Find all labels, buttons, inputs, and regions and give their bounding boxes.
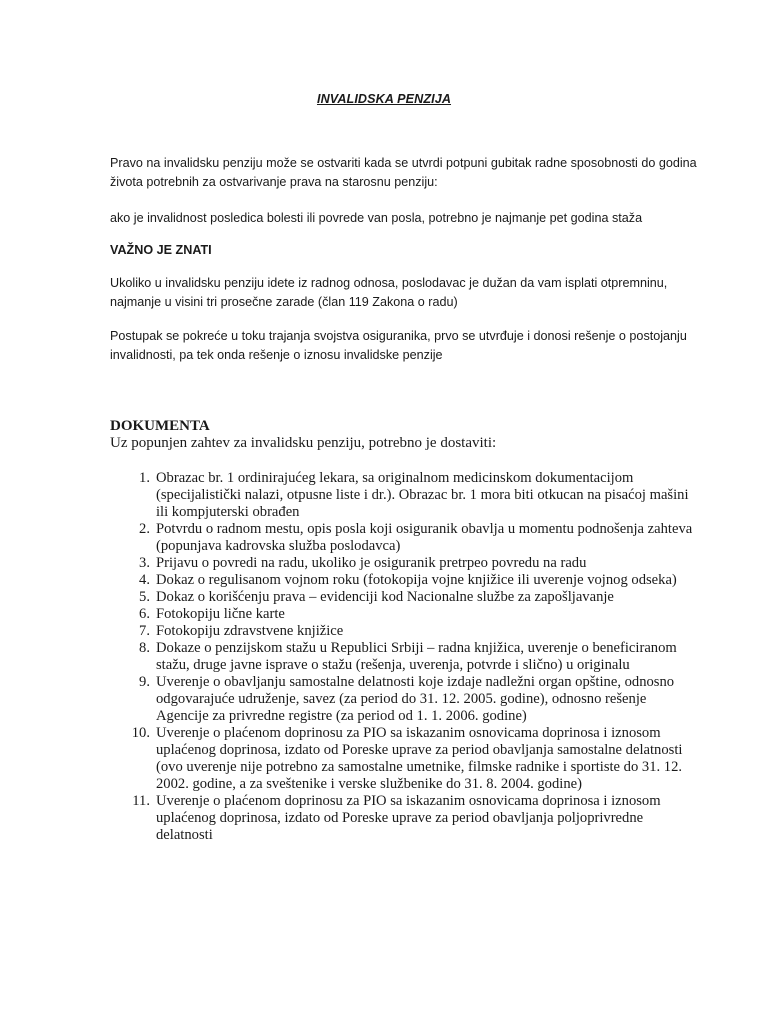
list-item-number: 4. bbox=[139, 572, 150, 588]
documents-heading: DOKUMENTA bbox=[110, 418, 210, 434]
list-item bbox=[110, 521, 701, 555]
list-item-text: Fotokopiju lične karte bbox=[156, 606, 285, 622]
list-item bbox=[110, 674, 701, 725]
list-item bbox=[110, 725, 701, 793]
list-item-text: Uverenje o plaćenom doprinosu za PIO sa iskazanim osnovicama doprinosa i iznosom uplaćenog doprinosa, izdato od Poreske uprave za period obavljanja poljoprivredne delatnosti bbox=[156, 793, 661, 843]
list-item-number: 2. bbox=[139, 521, 150, 537]
list-item-number: 10. bbox=[131, 725, 150, 741]
list-item-number: 6. bbox=[139, 606, 150, 622]
list-item-number: 5. bbox=[139, 589, 150, 605]
list-item-text: Potvrdu o radnom mestu, opis posla koji osiguranik obavlja u momentu podnošenja zahteva (popunjava kadrovska služba poslodavca) bbox=[156, 521, 693, 554]
list-item bbox=[110, 572, 701, 589]
condition-paragraph: ako je invalidnost posledica bolesti ili povrede van posla, potrebno je najmanje pet godina staža bbox=[110, 211, 643, 225]
list-item-number: 8. bbox=[139, 640, 150, 656]
list-item-text: Dokaze o penzijskom stažu u Republici Srbiji – radna knjižica, uverenje o beneficiranom stažu, druge javne isprave o stažu (rešenja, uverenja, potvrde i slično) u originalu bbox=[156, 640, 677, 673]
list-item-text: Uverenje o plaćenom doprinosu za PIO sa iskazanim osnovicama doprinosa i iznosom uplaćenog doprinosa, izdato od Poreske uprave za period obavljanja samostalne delatnosti (ovo uverenje nije potrebno za samostalne umetnike, filmske radnike i sportiste do 31. 12. 2002. godine, a za sveštenike i verske službenike do 31. 8. 2004. godine) bbox=[156, 725, 683, 792]
list-item-number: 9. bbox=[139, 674, 150, 690]
documents-list bbox=[110, 470, 710, 844]
list-item-number: 7. bbox=[139, 623, 150, 639]
list-item bbox=[110, 640, 701, 674]
document-title: INVALIDSKA PENZIJA bbox=[316, 92, 452, 106]
list-item bbox=[110, 606, 701, 623]
procedure-paragraph: Postupak se pokreće u toku trajanja svojstva osiguranika, prvo se utvrđuje i donosi rešenje o postojanju invalidnosti, pa tek onda rešenje o iznosu invalidske penzije bbox=[110, 329, 687, 362]
list-item-text: Dokaz o regulisanom vojnom roku (fotokopija vojne knjižice ili uverenje vojnog odseka) bbox=[156, 572, 677, 588]
severance-paragraph: Ukoliko u invalidsku penziju idete iz radnog odnosa, poslodavac je dužan da vam isplati otpremninu, najmanje u visini tri prosečne zarade (član 119 Zakona o radu) bbox=[110, 276, 668, 309]
list-item bbox=[110, 589, 701, 606]
list-item-text: Uverenje o obavljanju samostalne delatnosti koje izdaje nadležni organ opštine, odnosno odgovarajuće udruženje, savez (za period do 31. 12. 2005. godine), odnosno rešenje Agencije za privredne registre (za period od 1. 1. 2006. godine) bbox=[156, 674, 675, 724]
list-item bbox=[110, 793, 701, 844]
important-heading: VAŽNO JE ZNATI bbox=[110, 243, 212, 257]
list-item bbox=[110, 470, 701, 521]
list-item-text: Prijavu o povredi na radu, ukoliko je osiguranik pretrpeo povredu na radu bbox=[156, 555, 587, 571]
list-item-text: Dokaz o korišćenju prava – evidenciji kod Nacionalne službe za zapošljavanje bbox=[156, 589, 614, 605]
list-item-text: Fotokopiju zdravstvene knjižice bbox=[156, 623, 344, 639]
list-item-text: Obrazac br. 1 ordinirajućeg lekara, sa originalnom medicinskom dokumentacijom (specijalistički nalazi, otpusne liste i dr.). Obrazac br. 1 mora biti otkucan na pisaćoj mašini ili kompjuterski obrađen bbox=[156, 470, 689, 520]
list-item-number: 11. bbox=[132, 793, 150, 809]
list-item bbox=[110, 555, 701, 572]
list-item-number: 3. bbox=[139, 555, 150, 571]
intro-paragraph: Pravo na invalidsku penziju može se ostvariti kada se utvrdi potpuni gubitak radne sposobnosti do godina života potrebnih za ostvarivanje prava na starosnu penziju: bbox=[110, 156, 697, 189]
list-item bbox=[110, 623, 701, 640]
list-item-number: 1. bbox=[139, 470, 150, 486]
documents-intro: Uz popunjen zahtev za invalidsku penziju, potrebno je dostaviti: bbox=[110, 435, 497, 451]
